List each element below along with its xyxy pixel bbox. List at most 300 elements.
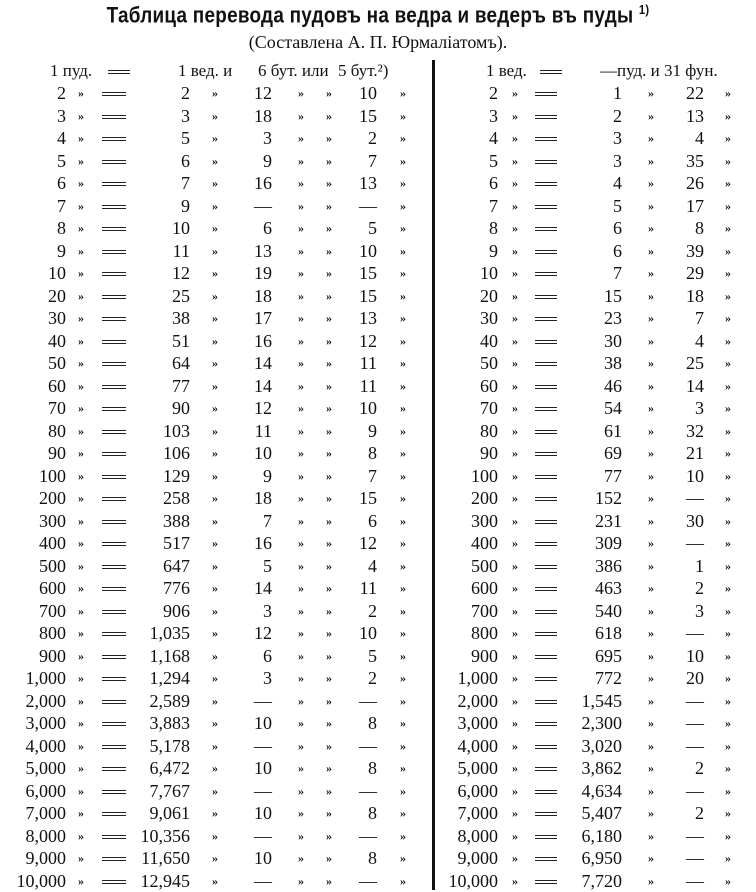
funt-value: — — [686, 870, 704, 891]
butylka-6-value: 14 — [254, 578, 272, 598]
equals-sign — [535, 182, 557, 186]
ditto-mark: » — [512, 153, 518, 168]
ditto-mark: » — [400, 468, 406, 483]
ditto-mark: » — [212, 153, 218, 168]
equals-sign — [535, 317, 557, 321]
vedro-value: 776 — [163, 578, 190, 598]
ditto-mark: » — [298, 86, 304, 100]
ditto-mark: » — [512, 783, 518, 798]
ditto-mark: » — [725, 536, 731, 550]
butylka-6-value: 3 — [263, 668, 272, 688]
ditto-mark: » — [400, 356, 406, 370]
equals-sign — [102, 767, 126, 771]
vedro-value: 50 — [480, 353, 498, 373]
butylka-5-value: 15 — [359, 105, 377, 126]
ditto-mark: » — [298, 423, 304, 438]
butylka-6-value: 10 — [254, 443, 272, 463]
equals-sign — [535, 610, 557, 614]
ditto-mark: » — [78, 716, 84, 730]
ditto-mark: » — [400, 243, 406, 258]
equals-sign — [102, 835, 126, 839]
butylka-5-value: 10 — [359, 83, 377, 103]
ditto-mark: » — [78, 176, 84, 190]
ditto-mark: » — [298, 806, 304, 820]
pud-value: 3,000 — [25, 713, 66, 733]
ditto-mark: » — [78, 603, 84, 618]
ditto-mark: » — [512, 311, 518, 325]
ditto-mark: » — [298, 648, 304, 663]
butylka-5-value: 10 — [359, 240, 377, 261]
ditto-mark: » — [648, 288, 654, 303]
right-header-pud: —пуд. и 31 фун. — [600, 61, 718, 80]
vedro-value: 500 — [471, 555, 498, 576]
pud-value: 540 — [595, 600, 622, 621]
vedro-value: 6,472 — [149, 758, 190, 778]
ditto-mark: » — [648, 671, 654, 685]
pud-value: 8,000 — [25, 825, 66, 846]
ditto-mark: » — [512, 221, 518, 235]
pud-value: 3 — [57, 105, 66, 126]
ditto-mark: » — [78, 288, 84, 303]
ditto-mark: » — [512, 513, 518, 528]
pud-value: 70 — [48, 398, 66, 418]
ditto-mark: » — [212, 401, 218, 415]
ditto-mark: » — [78, 558, 84, 573]
vedro-value: 700 — [471, 600, 498, 621]
ditto-mark: » — [298, 851, 304, 865]
ditto-mark: » — [648, 806, 654, 820]
equals-sign — [535, 250, 557, 254]
butylka-5-value: 6 — [368, 510, 377, 531]
pud-value: 80 — [48, 420, 66, 441]
butylka-5-value: 8 — [368, 848, 377, 868]
vedro-value: 38 — [172, 308, 190, 328]
ditto-mark: » — [78, 221, 84, 235]
equals-sign — [535, 430, 557, 434]
ditto-mark: » — [212, 581, 218, 595]
vedro-value: 9 — [181, 195, 190, 216]
pud-value: 400 — [39, 533, 66, 553]
ditto-mark: » — [725, 761, 731, 775]
ditto-mark: » — [212, 558, 218, 573]
ditto-mark: » — [512, 356, 518, 370]
equals-sign — [102, 340, 126, 344]
butylka-5-value: 9 — [368, 420, 377, 441]
butylka-6-value: — — [254, 780, 272, 801]
pud-value: 152 — [595, 488, 622, 508]
butylka-5-value: 5 — [368, 218, 377, 238]
ditto-mark: » — [400, 333, 406, 348]
ditto-mark: » — [78, 626, 84, 640]
ditto-mark: » — [212, 738, 218, 753]
vedro-value: 9,000 — [457, 848, 498, 868]
ditto-mark: » — [400, 401, 406, 415]
funt-value: 18 — [686, 285, 704, 306]
funt-value: 30 — [686, 510, 704, 531]
ditto-mark: » — [78, 851, 84, 865]
ditto-mark: » — [326, 356, 332, 370]
butylka-6-value: 11 — [254, 420, 272, 441]
table-row — [0, 555, 756, 577]
ditto-mark: » — [326, 131, 332, 145]
equals-sign — [540, 70, 562, 74]
butylka-6-value: 3 — [263, 600, 272, 621]
vedro-value: 7 — [489, 195, 498, 216]
butylka-6-value: 18 — [254, 488, 272, 508]
butylka-6-value: 18 — [254, 285, 272, 306]
ditto-mark: » — [648, 266, 654, 280]
butylka-5-value: — — [359, 870, 377, 891]
pud-value: 60 — [48, 375, 66, 396]
ditto-mark: » — [648, 468, 654, 483]
ditto-mark: » — [326, 153, 332, 168]
vedro-value: 1,168 — [149, 645, 190, 666]
ditto-mark: » — [725, 378, 731, 393]
equals-sign — [535, 790, 557, 794]
ditto-mark: » — [725, 513, 731, 528]
ditto-mark: » — [648, 356, 654, 370]
ditto-mark: » — [298, 243, 304, 258]
ditto-mark: » — [326, 761, 332, 775]
funt-value: 1 — [695, 555, 704, 576]
vedro-value: 2,000 — [457, 690, 498, 711]
vedro-value: 10 — [172, 218, 190, 238]
vedro-value: 2,589 — [149, 690, 190, 711]
ditto-mark: » — [78, 198, 84, 213]
vedro-value: 30 — [480, 308, 498, 328]
table-row — [0, 757, 756, 779]
table-row — [0, 307, 756, 329]
vedro-value: 10,356 — [140, 825, 190, 846]
funt-value: 2 — [695, 803, 704, 823]
ditto-mark: » — [326, 198, 332, 213]
vedro-value: 40 — [480, 330, 498, 351]
vedro-value: 800 — [471, 623, 498, 643]
butylka-5-value: 8 — [368, 713, 377, 733]
equals-sign — [535, 655, 557, 659]
pud-value: 695 — [595, 645, 622, 666]
pud-value: 700 — [39, 600, 66, 621]
pud-value: 7,720 — [581, 870, 622, 891]
equals-sign — [535, 362, 557, 366]
ditto-mark: » — [326, 558, 332, 573]
ditto-mark: » — [326, 603, 332, 618]
table-row — [0, 82, 756, 104]
equals-sign — [535, 385, 557, 389]
ditto-mark: » — [212, 333, 218, 348]
funt-value: 3 — [695, 398, 704, 418]
ditto-mark: » — [400, 671, 406, 685]
ditto-mark: » — [400, 558, 406, 573]
equals-sign — [102, 632, 126, 636]
equals-sign — [535, 812, 557, 816]
ditto-mark: » — [212, 806, 218, 820]
ditto-mark: » — [648, 333, 654, 348]
equals-sign — [102, 610, 126, 614]
ditto-mark: » — [78, 356, 84, 370]
ditto-mark: » — [212, 423, 218, 438]
ditto-mark: » — [298, 761, 304, 775]
ditto-mark: » — [212, 198, 218, 213]
ditto-mark: » — [512, 468, 518, 483]
funt-value: — — [686, 488, 704, 508]
equals-sign — [102, 227, 126, 231]
vedro-value: 3 — [181, 105, 190, 126]
pud-value: 54 — [604, 398, 622, 418]
ditto-mark: » — [298, 446, 304, 460]
pud-value: 3,020 — [581, 735, 622, 756]
ditto-mark: » — [512, 333, 518, 348]
ditto-mark: » — [326, 108, 332, 123]
equals-sign — [535, 880, 557, 884]
ditto-mark: » — [512, 198, 518, 213]
vedro-value: 9,061 — [149, 803, 190, 823]
butylka-6-value: 6 — [263, 645, 272, 666]
butylka-6-value: 9 — [263, 465, 272, 486]
vedro-value: 70 — [480, 398, 498, 418]
ditto-mark: » — [648, 828, 654, 843]
ditto-mark: » — [326, 378, 332, 393]
ditto-mark: » — [400, 716, 406, 730]
pud-value: 15 — [604, 285, 622, 306]
pud-value: 2,000 — [25, 690, 66, 711]
pud-value: 61 — [604, 420, 622, 441]
equals-sign — [535, 475, 557, 479]
equals-sign — [102, 790, 126, 794]
pud-value: 40 — [48, 330, 66, 351]
ditto-mark: » — [648, 648, 654, 663]
equals-sign — [535, 722, 557, 726]
ditto-mark: » — [400, 873, 406, 888]
equals-sign — [102, 745, 126, 749]
funt-value: 7 — [695, 308, 704, 328]
ditto-mark: » — [212, 243, 218, 258]
ditto-mark: » — [512, 378, 518, 393]
funt-value: — — [686, 690, 704, 711]
funt-value: — — [686, 735, 704, 756]
funt-value: — — [686, 623, 704, 643]
equals-sign — [535, 137, 557, 141]
funt-value: 10 — [686, 465, 704, 486]
equals-sign — [102, 857, 126, 861]
pud-value: 6 — [613, 240, 622, 261]
ditto-mark: » — [326, 648, 332, 663]
ditto-mark: » — [725, 243, 731, 258]
ditto-mark: » — [512, 851, 518, 865]
equals-sign — [535, 115, 557, 119]
pud-value: 500 — [39, 555, 66, 576]
page-title — [53, 2, 703, 28]
ditto-mark: » — [298, 873, 304, 888]
ditto-mark: » — [648, 131, 654, 145]
ditto-mark: » — [212, 536, 218, 550]
vedro-value: 12,945 — [140, 870, 190, 891]
ditto-mark: » — [326, 806, 332, 820]
ditto-mark: » — [400, 86, 406, 100]
ditto-mark: » — [212, 288, 218, 303]
vedro-value: 258 — [163, 488, 190, 508]
table-row — [0, 285, 756, 307]
ditto-mark: » — [648, 243, 654, 258]
ditto-mark: » — [725, 221, 731, 235]
ditto-mark: » — [298, 378, 304, 393]
pud-value: 100 — [39, 465, 66, 486]
pud-value: 800 — [39, 623, 66, 643]
equals-sign — [535, 857, 557, 861]
pud-value: 4,634 — [581, 780, 622, 801]
table-row — [0, 442, 756, 464]
equals-sign — [535, 700, 557, 704]
butylka-5-value: 11 — [359, 375, 377, 396]
ditto-mark: » — [298, 783, 304, 798]
ditto-mark: » — [725, 828, 731, 843]
ditto-mark: » — [78, 693, 84, 708]
butylka-5-value: — — [359, 195, 377, 216]
vedro-value: 7,000 — [457, 803, 498, 823]
pud-value: 7 — [57, 195, 66, 216]
vedro-value: 90 — [172, 398, 190, 418]
pud-value: 3 — [613, 128, 622, 148]
ditto-mark: » — [512, 581, 518, 595]
ditto-mark: » — [725, 198, 731, 213]
ditto-mark: » — [512, 671, 518, 685]
butylka-5-value: 7 — [368, 465, 377, 486]
butylka-5-value: 10 — [359, 623, 377, 643]
ditto-mark: » — [78, 491, 84, 505]
pud-value: 9 — [57, 240, 66, 261]
table-row — [0, 532, 756, 554]
equals-sign — [102, 362, 126, 366]
equals-sign — [535, 587, 557, 591]
funt-value: — — [686, 848, 704, 868]
ditto-mark: » — [212, 693, 218, 708]
vedro-value: 60 — [480, 375, 498, 396]
funt-value: — — [686, 533, 704, 553]
ditto-mark: » — [326, 738, 332, 753]
ditto-mark: » — [725, 558, 731, 573]
pud-value: 50 — [48, 353, 66, 373]
equals-sign — [102, 137, 126, 141]
pud-value: 3 — [613, 150, 622, 171]
ditto-mark: » — [78, 311, 84, 325]
ditto-mark: » — [648, 311, 654, 325]
ditto-mark: » — [298, 176, 304, 190]
equals-sign — [102, 430, 126, 434]
ditto-mark: » — [400, 581, 406, 595]
vedro-value: 300 — [471, 510, 498, 531]
ditto-mark: » — [212, 468, 218, 483]
table-row — [0, 622, 756, 644]
ditto-mark: » — [725, 108, 731, 123]
butylka-6-value: 12 — [254, 623, 272, 643]
ditto-mark: » — [212, 761, 218, 775]
ditto-mark: » — [648, 378, 654, 393]
ditto-mark: » — [512, 536, 518, 550]
butylka-6-value: 9 — [263, 150, 272, 171]
ditto-mark: » — [78, 333, 84, 348]
funt-value: 35 — [686, 150, 704, 171]
table-row — [0, 217, 756, 239]
ditto-mark: » — [326, 311, 332, 325]
equals-sign — [535, 407, 557, 411]
pud-value: 4 — [57, 128, 66, 148]
vedro-value: 11 — [172, 240, 190, 261]
ditto-mark: » — [512, 86, 518, 100]
funt-value: 25 — [686, 353, 704, 373]
ditto-mark: » — [298, 828, 304, 843]
ditto-mark: » — [648, 761, 654, 775]
pud-value: 2 — [57, 83, 66, 103]
ditto-mark: » — [212, 716, 218, 730]
ditto-mark: » — [512, 716, 518, 730]
butylka-5-value: — — [359, 735, 377, 756]
vedro-value: 9 — [489, 240, 498, 261]
left-header-n: 1 пуд. — [50, 61, 93, 80]
vedro-value: 20 — [480, 285, 498, 306]
ditto-mark: » — [648, 783, 654, 798]
vedro-value: 1,294 — [149, 668, 190, 688]
ditto-mark: » — [400, 198, 406, 213]
equals-sign — [535, 565, 557, 569]
ditto-mark: » — [212, 648, 218, 663]
vedro-value: 2 — [181, 83, 190, 103]
ditto-mark: » — [400, 851, 406, 865]
ditto-mark: » — [326, 491, 332, 505]
ditto-mark: » — [298, 221, 304, 235]
pud-value: 23 — [604, 308, 622, 328]
ditto-mark: » — [725, 738, 731, 753]
pud-value: 6 — [57, 173, 66, 193]
ditto-mark: » — [78, 131, 84, 145]
funt-value: 14 — [686, 375, 704, 396]
right-header-n: 1 вед. — [486, 61, 527, 80]
ditto-mark: » — [298, 108, 304, 123]
ditto-mark: » — [648, 86, 654, 100]
ditto-mark: » — [725, 693, 731, 708]
ditto-mark: » — [512, 288, 518, 303]
vedro-value: 8,000 — [457, 825, 498, 846]
equals-sign — [102, 587, 126, 591]
ditto-mark: » — [400, 153, 406, 168]
ditto-mark: » — [212, 108, 218, 123]
ditto-mark: » — [78, 536, 84, 550]
pud-value: 1,000 — [25, 668, 66, 688]
ditto-mark: » — [298, 153, 304, 168]
ditto-mark: » — [512, 243, 518, 258]
ditto-mark: » — [326, 176, 332, 190]
vedro-value: 103 — [163, 420, 190, 441]
ditto-mark: » — [725, 671, 731, 685]
equals-sign — [102, 655, 126, 659]
ditto-mark: » — [400, 806, 406, 820]
table-row — [0, 735, 756, 757]
funt-value: 4 — [695, 128, 704, 148]
butylka-6-value: 6 — [263, 218, 272, 238]
funt-value: 10 — [686, 645, 704, 666]
ditto-mark: » — [78, 401, 84, 415]
ditto-mark: » — [78, 828, 84, 843]
ditto-mark: » — [400, 513, 406, 528]
table-row — [0, 195, 756, 217]
left-header-but6: 6 бут. или — [258, 61, 329, 80]
ditto-mark: » — [648, 198, 654, 213]
ditto-mark: » — [78, 108, 84, 123]
table-row — [0, 172, 756, 194]
ditto-mark: » — [212, 221, 218, 235]
ditto-mark: » — [326, 468, 332, 483]
funt-value: 29 — [686, 263, 704, 283]
vedro-value: 4,000 — [457, 735, 498, 756]
